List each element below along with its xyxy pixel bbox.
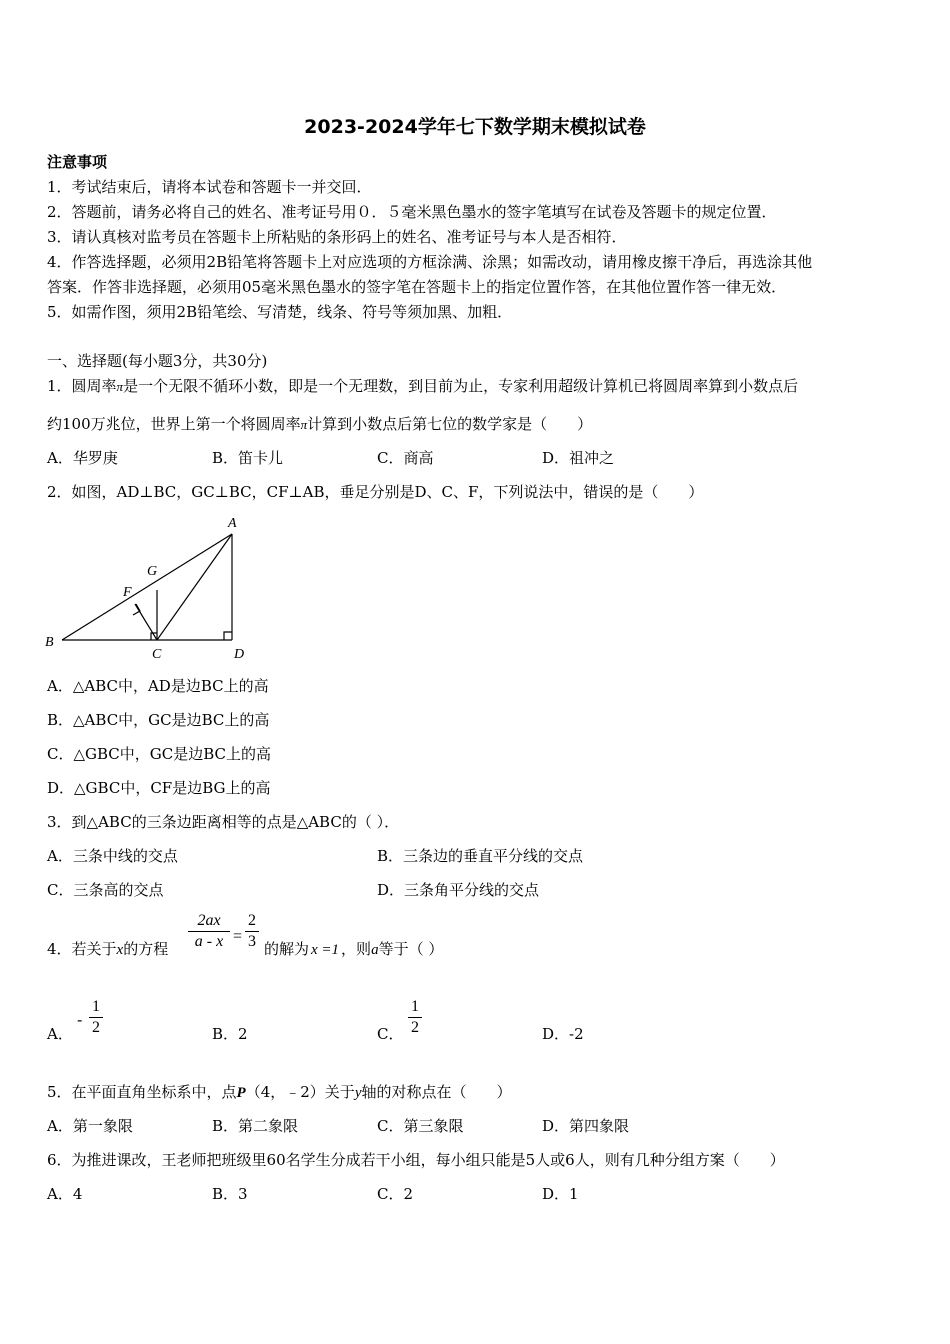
notice-item: 答案．作答非选择题，必须用05毫米黑色墨水的签字笔在答题卡上的指定位置作答，在其他位置作答一律无效． — [47, 278, 787, 296]
q5-option-d[interactable]: D．第四象限 — [542, 1117, 630, 1135]
question-1-line-1: 1．圆周率π是一个无限不循环小数，即是一个无理数，到目前为止，专家利用超级计算机已将圆周率算到小数点后 — [47, 377, 799, 395]
q3-option-c[interactable]: C．三条高的交点 — [47, 881, 164, 899]
q2-option-c[interactable]: C．△GBC中，GC是边BC上的高 — [47, 745, 272, 763]
q5-option-c[interactable]: C．第三象限 — [377, 1117, 464, 1135]
notice-item: 4．作答选择题，必须用2B铅笔将答题卡上对应选项的方框涂满、涂黑；如需改动，请用橡皮擦干净后，再选涂其他 — [47, 253, 813, 271]
question-1-line-2: 约100万兆位，世界上第一个将圆周率π计算到小数点后第七位的数学家是（ ） — [47, 415, 593, 433]
notice-item: 5．如需作图，须用2B铅笔绘、写清楚，线条、符号等须加黑、加粗． — [47, 303, 513, 321]
q2-option-a[interactable]: A．△ABC中，AD是边BC上的高 — [47, 677, 269, 695]
q4-equation-fraction-right: 2 3 — [245, 912, 259, 951]
label-c: C — [152, 647, 162, 662]
label-d: D — [234, 647, 245, 662]
q6-option-b[interactable]: B．3 — [212, 1185, 248, 1203]
q3-option-a[interactable]: A．三条中线的交点 — [47, 847, 178, 865]
q4-equation-fraction-left: 2ax a - x — [188, 912, 230, 951]
notice-item: 1．考试结束后，请将本试卷和答题卡一并交回． — [47, 178, 372, 196]
q1-option-c[interactable]: C．商高 — [377, 449, 434, 467]
notice-heading: 注意事项 — [47, 153, 108, 171]
q3-option-b[interactable]: B．三条边的垂直平分线的交点 — [377, 847, 584, 865]
label-b: B — [45, 635, 54, 650]
q4-option-b[interactable]: B．2 — [212, 1025, 248, 1043]
q1-option-d[interactable]: D．祖冲之 — [542, 449, 615, 467]
q6-option-a[interactable]: A．4 — [47, 1185, 83, 1203]
q4-equals: = — [233, 928, 243, 945]
question-4-pre: 4．若关于x的方程 — [47, 940, 169, 958]
page-title: 2023-2024学年七下数学期末模拟试卷 — [304, 116, 646, 138]
q6-option-c[interactable]: C．2 — [377, 1185, 414, 1203]
segment-ac — [157, 534, 232, 640]
q4-option-a-minus: - — [77, 1010, 83, 1029]
triangle-figure — [40, 512, 255, 662]
segment-cf — [135, 604, 157, 640]
label-g: G — [147, 564, 158, 579]
q2-option-b[interactable]: B．△ABC中，GC是边BC上的高 — [47, 711, 270, 729]
q3-option-d[interactable]: D．三条角平分线的交点 — [377, 881, 540, 899]
q6-option-d[interactable]: D．1 — [542, 1185, 579, 1203]
question-5-stem: 5．在平面直角坐标系中，点P（4，﹣2）关于y轴的对称点在（ ） — [47, 1083, 512, 1101]
label-f: F — [123, 585, 132, 600]
q5-option-a[interactable]: A．第一象限 — [47, 1117, 133, 1135]
section-heading: 一、选择题(每小题3分，共30分) — [47, 352, 268, 370]
q2-option-d[interactable]: D．△GBC中，CF是边BG上的高 — [47, 779, 271, 797]
q5-option-b[interactable]: B．第二象限 — [212, 1117, 299, 1135]
notice-item: 3．请认真核对监考员在答题卡上所粘贴的条形码上的姓名、准考证号与本人是否相符． — [47, 228, 627, 246]
right-angle-d — [224, 632, 232, 640]
q4-option-c-label[interactable]: C． — [377, 1025, 404, 1043]
q1-option-a[interactable]: A．华罗庚 — [47, 449, 118, 467]
label-a: A — [228, 516, 237, 531]
notice-item: 2．答题前，请务必将自己的姓名、准考证号用０．５毫米黑色墨水的签字笔填写在试卷及答题卡的规定位置． — [47, 203, 777, 221]
question-3-stem: 3．到△ABC的三条边距离相等的点是△ABC的（ ）． — [47, 813, 400, 831]
question-2-stem: 2．如图，AD⊥BC，GC⊥BC，CF⊥AB，垂足分别是D、C、F，下列说法中，错误的是（ ） — [47, 483, 704, 501]
q1-option-b[interactable]: B．笛卡儿 — [212, 449, 284, 467]
q4-option-c-fraction: 1 2 — [408, 998, 422, 1037]
right-angle-f — [133, 604, 140, 615]
question-4-post: 的解为 x =1 ，则a等于（ ） — [264, 940, 444, 958]
q4-option-a-fraction: 1 2 — [89, 998, 103, 1037]
question-6-stem: 6．为推进课改，王老师把班级里60名学生分成若干小组，每小组只能是5人或6人，则有几种分组方案（ ） — [47, 1151, 785, 1169]
q4-option-a-label[interactable]: A． — [47, 1025, 73, 1043]
q4-option-d[interactable]: D．-2 — [542, 1025, 584, 1043]
